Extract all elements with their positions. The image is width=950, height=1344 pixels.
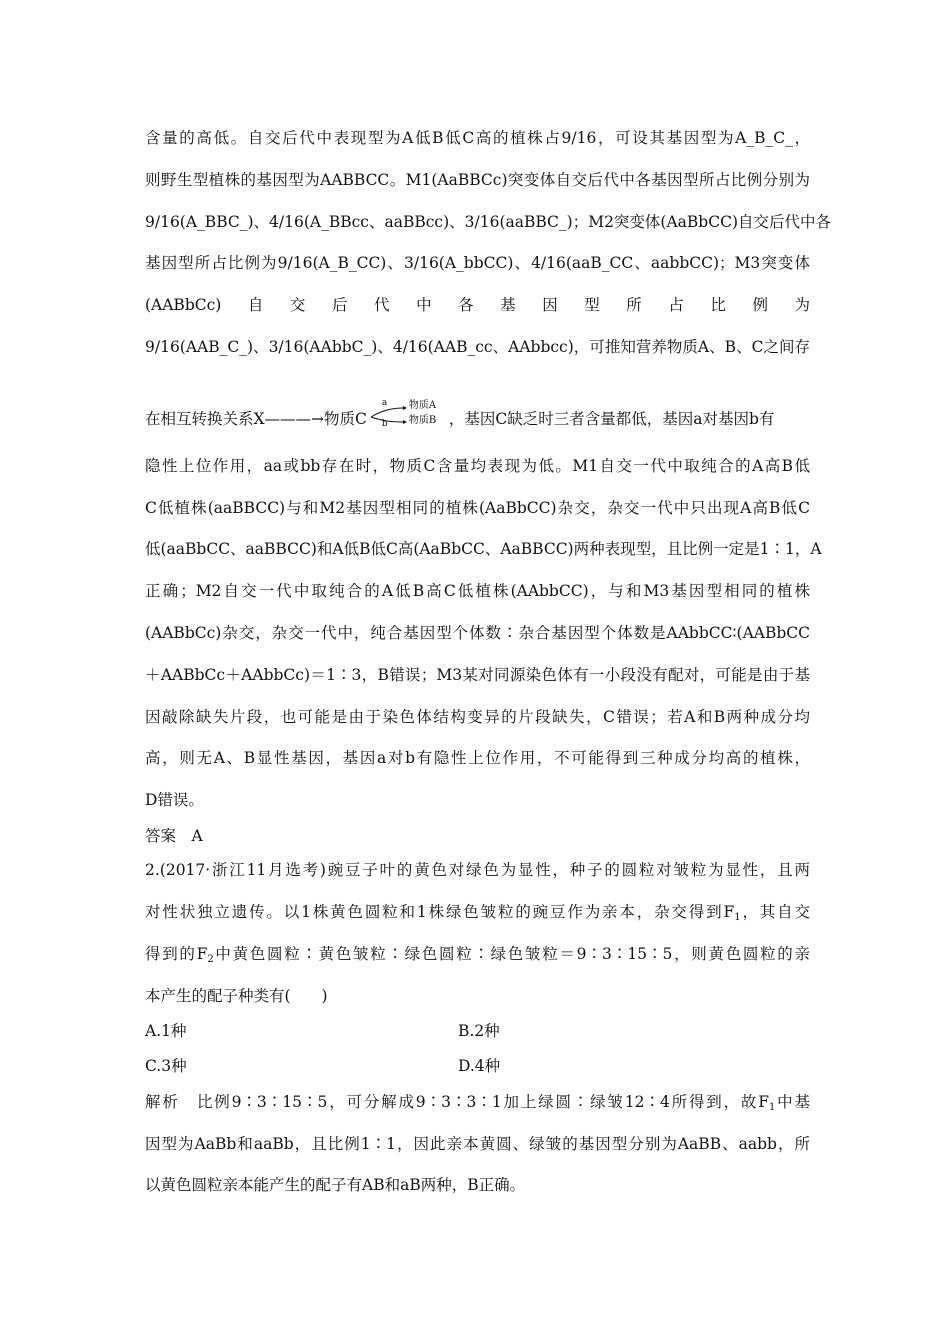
word: 自: [247, 296, 264, 314]
text-segment: 中黄色圆粒∶黄色皱粒∶绿色圆粒∶绿色皱粒＝9∶3∶15∶5，则黄色圆粒的亲: [213, 945, 810, 963]
text-line-10: 低(aaBbCC、aaBBCC)和A低B低C高(AaBbCC、AaBBCC)两种表现型，且比例一定是1∶1，A: [145, 540, 822, 558]
text-line-15: 高，则无A、B显性基因，基因a对b有隐性上位作用，不可能得到三种成分均高的植株，: [145, 749, 810, 767]
explanation-line-2: 因型为AaBb和aaBb，且比例1∶1，因此亲本黄圆、绿皱的基因型分别为AaBB、aabb，所: [145, 1135, 810, 1153]
text-segment: ，其自交: [740, 903, 810, 921]
text-line-1: 含量的高低。自交后代中表现型为A低B低C高的植株占9/16，可设其基因型为A_B_C_，: [145, 129, 810, 147]
text-segment: 得到的F: [145, 945, 208, 963]
option-d: D.4种: [458, 1057, 501, 1075]
text-line-16: D错误。: [145, 791, 204, 809]
text-line-9: C低植株(aaBBCC)与和M2基因型相同的植株(AaBbCC)杂交，杂交一代中只出现A高B低C: [145, 499, 810, 517]
word: (AABbCc): [145, 296, 222, 314]
text-line-7: [145, 398, 810, 430]
word: 为: [794, 296, 810, 314]
text-segment: 中基: [775, 1093, 810, 1111]
word: 后: [331, 296, 348, 314]
text-line-4: 基因型所占比例为9/16(A_B_CC)、3/16(A_bbCC)、4/16(aaB_CC、aabbCC)；M3突变体: [145, 254, 810, 272]
word: 因: [542, 296, 558, 314]
word: 比: [710, 296, 726, 314]
subscript: 1: [768, 1102, 776, 1113]
options-row-2: [145, 1055, 810, 1077]
word: 交: [289, 296, 306, 314]
text-line-12: (AABbCc)杂交，杂交一代中，纯合基因型个体数∶杂合基因型个体数是AAbbCC∶(AABbCC: [145, 624, 810, 642]
word: 中: [416, 296, 432, 314]
word: 型: [584, 296, 600, 314]
word: 所: [626, 296, 642, 314]
product-a-label: 物质A: [408, 400, 437, 411]
word: 例: [752, 296, 768, 314]
product-b-label: 物质B: [408, 415, 437, 426]
text-line-14: 因敲除缺失片段，也可能是由于染色体结构变异的片段缺失，C错误；若A和B两种成分均: [145, 708, 810, 726]
option-b: B.2种: [458, 1022, 500, 1040]
text-segment: 解析 比例9∶3∶15∶5，可分解成9∶3∶3∶1加上绿圆∶绿皱12∶4所得到，故F: [145, 1093, 769, 1111]
text-segment: 对性状独立遗传。以1株黄色圆粒和1株绿色皱粒的豌豆作为亲本，杂交得到F: [145, 903, 735, 921]
answer-line: 答案 A: [145, 827, 203, 845]
subscript: 2: [207, 954, 214, 965]
text-line-6: 9/16(AAB_C_)、3/16(AAbbC_)、4/16(AAB_cc、AAbbcc)，可推知营养物质A、B、C之间存: [145, 338, 810, 356]
text-line-2: 则野生型植株的基因型为AABBCC。M1(AaBBCc)突变体自交后代中各基因型所占比例分别为: [145, 171, 810, 189]
word: 基: [500, 296, 516, 314]
explanation-line-3: 以黄色圆粒亲本能产生的配子有AB和aB两种，B正确。: [145, 1176, 526, 1194]
text-line-8: 隐性上位作用，aa或bb存在时，物质C含量均表现为低。M1自交一代中取纯合的A高B低: [145, 457, 810, 475]
option-a: A.1种: [145, 1022, 187, 1040]
question-2-line-3: [145, 943, 810, 965]
word: 各: [458, 296, 474, 314]
text-line-11: 正确；M2自交一代中取纯合的A低B高C低植株(AAbbCC)，与和M3基因型相同的植株: [145, 582, 810, 600]
word: 代: [374, 296, 390, 314]
question-2-line-4: 本产生的配子种类有( ): [145, 987, 328, 1005]
conversion-text-pre: 在相互转换关系X———→物质C: [145, 410, 367, 428]
subscript: 1: [734, 912, 741, 923]
gene-a-label: a: [381, 398, 388, 408]
option-c: C.3种: [145, 1057, 187, 1075]
question-2-line-1: 2.(2017·浙江11月选考)豌豆子叶的黄色对绿色为显性，种子的圆粒对皱粒为显性，且两: [145, 861, 810, 879]
text-line-5: [145, 294, 810, 316]
gene-b-label: b: [381, 419, 388, 429]
question-2-line-2: [145, 901, 810, 923]
explanation-line-1: [145, 1091, 810, 1113]
word: 占: [668, 296, 684, 314]
conversion-diagram: [369, 398, 447, 430]
text-line-3: 9/16(A_BBC_)、4/16(A_BBcc、aaBBcc)、3/16(aaBBC_)；M2突变体(AaBbCC)自交后代中各: [145, 213, 831, 231]
conversion-text-post: ，基因C缺乏时三者含量都低，基因a对基因b有: [448, 410, 775, 428]
text-line-13: ＋AABbCc＋AAbbCc)＝1∶3，B错误；M3某对同源染色体有一小段没有配对，可能是由于基: [145, 666, 810, 684]
options-row-1: [145, 1020, 810, 1042]
